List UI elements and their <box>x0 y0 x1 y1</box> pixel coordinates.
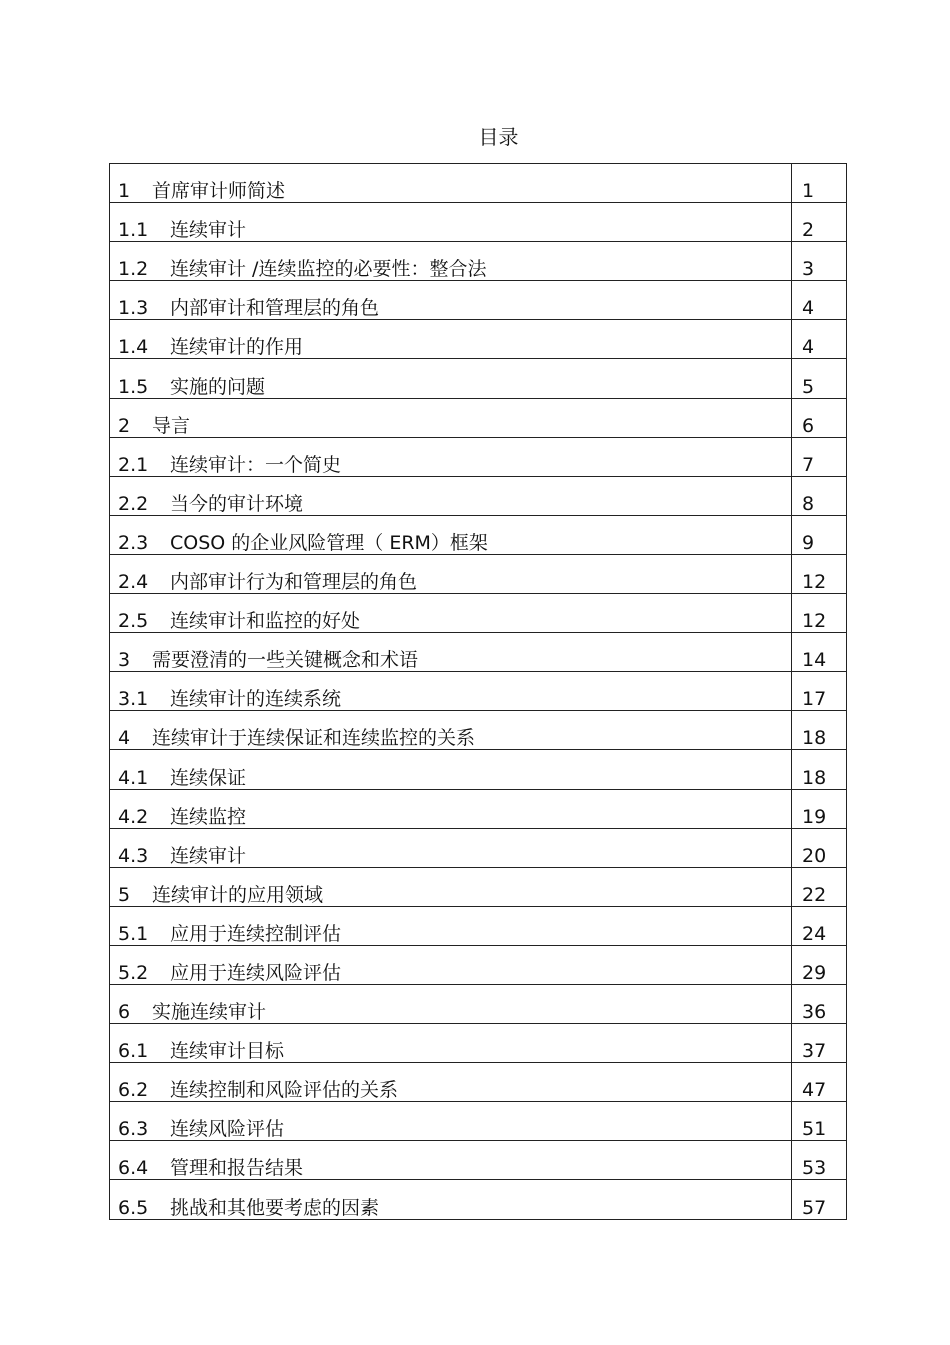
toc-entry-cell <box>110 281 792 320</box>
toc-row[interactable] <box>110 320 847 359</box>
toc-entry-cell <box>110 867 792 906</box>
toc-entry-cell <box>110 789 792 828</box>
toc-section-title: 应用于连续控制评估 <box>170 922 342 945</box>
toc-section-number: 1.1 <box>118 219 149 242</box>
toc-entry-cell <box>110 359 792 398</box>
toc-section-title: 连续审计 <box>170 219 247 242</box>
toc-row[interactable] <box>110 789 847 828</box>
toc-page-number: 51 <box>792 1102 847 1141</box>
toc-page-number: 37 <box>792 1024 847 1063</box>
toc-section-title: 连续监控 <box>170 805 247 828</box>
toc-section-title: 连续审计的应用领域 <box>152 883 324 906</box>
toc-section-number: 2 <box>118 414 131 437</box>
toc-section-title: COSO 的企业风险管理（ ERM）框架 <box>170 531 488 554</box>
toc-entry-cell <box>110 633 792 672</box>
toc-page-number: 8 <box>792 476 847 515</box>
toc-section-title: 实施连续审计 <box>152 1001 267 1024</box>
toc-entry-cell <box>110 906 792 945</box>
toc-entry-cell <box>110 984 792 1023</box>
toc-row[interactable] <box>110 476 847 515</box>
toc-entry-cell <box>110 1024 792 1063</box>
toc-page-number: 6 <box>792 398 847 437</box>
toc-entry-cell <box>110 711 792 750</box>
toc-entry-cell <box>110 750 792 789</box>
toc-row[interactable] <box>110 945 847 984</box>
toc-row[interactable] <box>110 554 847 593</box>
toc-row[interactable] <box>110 281 847 320</box>
toc-row[interactable] <box>110 672 847 711</box>
toc-section-title: 连续控制和风险评估的关系 <box>170 1079 399 1102</box>
toc-page-number: 14 <box>792 633 847 672</box>
toc-section-title: 连续审计和监控的好处 <box>170 610 361 633</box>
toc-row[interactable] <box>110 437 847 476</box>
toc-page-number: 12 <box>792 554 847 593</box>
toc-section-number: 6 <box>118 1001 131 1024</box>
toc-entry-cell <box>110 1180 792 1219</box>
toc-section-title: 连续保证 <box>170 766 247 789</box>
toc-section-title: 连续审计于连续保证和连续监控的关系 <box>152 727 476 750</box>
toc-section-title: 连续审计：一个简史 <box>170 453 342 476</box>
toc-entry-cell <box>110 242 792 281</box>
toc-row[interactable] <box>110 906 847 945</box>
toc-section-title: 应用于连续风险评估 <box>170 961 342 984</box>
toc-page-number: 29 <box>792 945 847 984</box>
toc-page-number: 4 <box>792 281 847 320</box>
toc-entry-cell <box>110 828 792 867</box>
toc-section-number: 6.3 <box>118 1118 149 1141</box>
toc-row[interactable] <box>110 633 847 672</box>
toc-section-title: 导言 <box>152 414 191 437</box>
toc-row[interactable] <box>110 594 847 633</box>
toc-entry-cell <box>110 945 792 984</box>
toc-page-number: 36 <box>792 984 847 1023</box>
toc-entry-cell <box>110 554 792 593</box>
toc-entry-cell <box>110 1063 792 1102</box>
toc-body <box>110 164 847 1220</box>
toc-section-title: 管理和报告结果 <box>170 1157 304 1180</box>
toc-page-number: 19 <box>792 789 847 828</box>
toc-page-number: 57 <box>792 1180 847 1219</box>
toc-entry-cell <box>110 164 792 203</box>
toc-page-number: 53 <box>792 1141 847 1180</box>
toc-row[interactable] <box>110 1024 847 1063</box>
toc-section-number: 4.2 <box>118 805 149 828</box>
toc-section-number: 4.1 <box>118 766 149 789</box>
page-title: 目录 <box>478 125 519 149</box>
toc-row[interactable] <box>110 750 847 789</box>
toc-section-number: 5.2 <box>118 961 149 984</box>
toc-page-number: 4 <box>792 320 847 359</box>
toc-section-number: 5.1 <box>118 922 149 945</box>
toc-page-number: 3 <box>792 242 847 281</box>
toc-section-number: 1 <box>118 180 131 203</box>
toc-page-number: 20 <box>792 828 847 867</box>
toc-row[interactable] <box>110 984 847 1023</box>
toc-section-number: 1.4 <box>118 336 149 359</box>
toc-row[interactable] <box>110 1180 847 1219</box>
toc-section-title: 连续风险评估 <box>170 1118 285 1141</box>
toc-section-number: 6.5 <box>118 1196 149 1219</box>
toc-section-title: 连续审计的作用 <box>170 336 304 359</box>
toc-section-number: 3 <box>118 649 131 672</box>
toc-section-number: 6.1 <box>118 1040 149 1063</box>
toc-entry-cell <box>110 1141 792 1180</box>
toc-section-title: 连续审计目标 <box>170 1040 285 1063</box>
toc-entry-cell <box>110 437 792 476</box>
toc-section-title: 当今的审计环境 <box>170 492 304 515</box>
toc-section-title: 实施的问题 <box>170 375 266 398</box>
toc-page-number: 5 <box>792 359 847 398</box>
toc-section-number: 1.5 <box>118 375 149 398</box>
toc-row[interactable] <box>110 1102 847 1141</box>
toc-entry-cell <box>110 203 792 242</box>
toc-section-title: 首席审计师简述 <box>152 180 286 203</box>
toc-section-number: 4 <box>118 727 131 750</box>
toc-row[interactable] <box>110 711 847 750</box>
toc-page-number: 2 <box>792 203 847 242</box>
toc-section-title: 连续审计 <box>170 844 247 867</box>
toc-page-number: 1 <box>792 164 847 203</box>
toc-section-title: 连续审计的连续系统 <box>170 688 342 711</box>
toc-entry-cell <box>110 515 792 554</box>
toc-page-number: 7 <box>792 437 847 476</box>
toc-page-number: 12 <box>792 594 847 633</box>
toc-section-number: 2.2 <box>118 492 149 515</box>
toc-section-number: 3.1 <box>118 688 149 711</box>
toc-section-title: 需要澄清的一些关键概念和术语 <box>152 649 419 672</box>
toc-entry-cell <box>110 1102 792 1141</box>
toc-page-number: 24 <box>792 906 847 945</box>
toc-section-number: 5 <box>118 883 131 906</box>
toc-page-number: 18 <box>792 750 847 789</box>
toc-section-title: 内部审计和管理层的角色 <box>170 297 380 320</box>
toc-page-number: 17 <box>792 672 847 711</box>
toc-section-number: 2.5 <box>118 610 149 633</box>
toc-section-number: 6.2 <box>118 1079 149 1102</box>
toc-section-number: 6.4 <box>118 1157 149 1180</box>
toc-section-number: 2.4 <box>118 571 149 594</box>
toc-table <box>109 163 847 1220</box>
toc-section-title: 挑战和其他要考虑的因素 <box>170 1196 380 1219</box>
toc-row[interactable] <box>110 1063 847 1102</box>
toc-page-number: 22 <box>792 867 847 906</box>
toc-entry-cell <box>110 398 792 437</box>
toc-page-number: 9 <box>792 515 847 554</box>
toc-row[interactable] <box>110 515 847 554</box>
toc-entry-cell <box>110 672 792 711</box>
toc-row[interactable] <box>110 828 847 867</box>
toc-section-number: 2.3 <box>118 531 149 554</box>
toc-section-number: 4.3 <box>118 844 149 867</box>
toc-row[interactable] <box>110 164 847 203</box>
toc-section-number: 1.3 <box>118 297 149 320</box>
toc-entry-cell <box>110 320 792 359</box>
toc-page-number: 18 <box>792 711 847 750</box>
toc-section-title: 连续审计 /连续监控的必要性：整合法 <box>170 258 487 281</box>
toc-entry-cell <box>110 594 792 633</box>
toc-row[interactable] <box>110 1141 847 1180</box>
toc-section-number: 2.1 <box>118 453 149 476</box>
toc-page-number: 47 <box>792 1063 847 1102</box>
toc-row[interactable] <box>110 867 847 906</box>
toc-row[interactable] <box>110 359 847 398</box>
toc-entry-cell <box>110 476 792 515</box>
toc-row[interactable] <box>110 242 847 281</box>
toc-section-number: 1.2 <box>118 258 149 281</box>
toc-row[interactable] <box>110 398 847 437</box>
toc-row[interactable] <box>110 203 847 242</box>
toc-section-title: 内部审计行为和管理层的角色 <box>170 571 418 594</box>
